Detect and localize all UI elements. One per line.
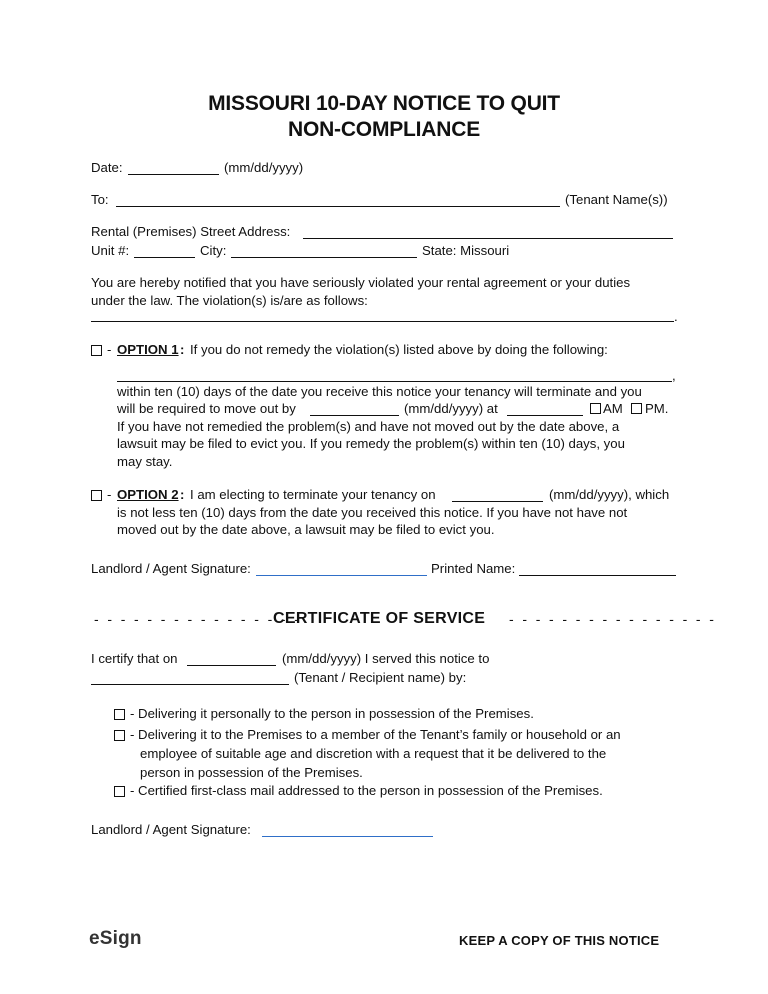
document-title-line2: NON-COMPLIANCE: [287, 118, 481, 141]
city-label: City:: [200, 243, 227, 258]
certificate-dashes-right: - - - - - - - - - - - - - - - -: [509, 611, 717, 627]
date-field[interactable]: [128, 174, 219, 175]
street-address-label: Rental (Premises) Street Address:: [91, 224, 291, 239]
option2-text-b: (mm/dd/yyyy), which: [549, 487, 670, 502]
violation-end-punct: .: [674, 309, 678, 324]
option1-time-field[interactable]: [507, 415, 583, 416]
delivery-mail-text: - Certified first-class mail addressed to the person in possession of the Premises.: [130, 783, 603, 798]
option2-terminate-date-field[interactable]: [452, 501, 543, 502]
option2-dash: -: [107, 487, 112, 502]
option1-text: If you do not remedy the violation(s) listed above by doing the following:: [190, 342, 608, 357]
printed-name-field[interactable]: [519, 575, 676, 576]
tenant-name-suffix: (Tenant Name(s)): [565, 192, 668, 207]
option1-paragraph-line2b: (mm/dd/yyyy) at: [404, 401, 498, 416]
tenant-name-field[interactable]: [116, 206, 560, 207]
violation-text-line2: under the law. The violation(s) is/are as follows:: [91, 293, 368, 308]
printed-name-label: Printed Name:: [431, 561, 516, 576]
violation-text-line1: You are hereby notified that you have seriously violated your rental agreement or your duties: [91, 275, 631, 290]
to-label: To:: [91, 192, 109, 207]
option1-paragraph-line3: If you have not remedied the problem(s) and have not moved out by the date above, a: [117, 419, 620, 434]
certify-text-b: (mm/dd/yyyy) I served this notice to: [282, 651, 490, 666]
landlord-signature-label: Landlord / Agent Signature:: [91, 561, 251, 576]
delivery-personal-text: - Delivering it personally to the person in possession of the Premises.: [130, 706, 534, 721]
delivery-premises-text-line1: - Delivering it to the Premises to a member of the Tenant’s family or household or an: [130, 727, 621, 742]
delivery-mail-checkbox[interactable]: [114, 786, 125, 797]
landlord-signature-field[interactable]: [256, 575, 427, 576]
option1-remedy-field[interactable]: [117, 381, 672, 382]
recipient-name-field[interactable]: [91, 684, 289, 685]
option2-label: OPTION 2: [117, 487, 179, 502]
delivery-premises-text-line3: person in possession of the Premises.: [140, 765, 363, 780]
option1-dash: -: [107, 342, 112, 357]
certificate-heading: CERTIFICATE OF SERVICE: [273, 610, 486, 627]
option2-text-a: I am electing to terminate your tenancy on: [190, 487, 436, 502]
option1-paragraph-line5: may stay.: [117, 454, 173, 469]
certificate-dashes-left: - - - - - - - - - - - - - - - -: [94, 611, 302, 627]
recipient-label: (Tenant / Recipient name) by:: [294, 670, 467, 685]
certify-text-a: I certify that on: [91, 651, 178, 666]
delivery-premises-checkbox[interactable]: [114, 730, 125, 741]
option2-paragraph-line3: moved out by the date above, a lawsuit may be filed to evict you.: [117, 522, 495, 537]
am-label: AM: [603, 401, 623, 416]
option2-checkbox[interactable]: [91, 490, 102, 501]
option2-paragraph-line2: is not less ten (10) days from the date you received this notice. If you have not have not: [117, 505, 628, 520]
date-label: Date:: [91, 160, 123, 175]
unit-field[interactable]: [134, 257, 195, 258]
date-format: (mm/dd/yyyy): [224, 160, 304, 175]
option1-moveout-date-field[interactable]: [310, 415, 399, 416]
state-text: State: Missouri: [422, 243, 510, 258]
esign-logo: eSign: [89, 928, 142, 949]
delivery-premises-text-line2: employee of suitable age and discretion with a request that it be delivered to the: [140, 746, 607, 761]
pm-checkbox[interactable]: [631, 403, 642, 414]
option1-paragraph-line2a: will be required to move out by: [117, 401, 296, 416]
certify-date-field[interactable]: [187, 665, 276, 666]
option1-comma: ,: [672, 368, 676, 383]
option1-label: OPTION 1: [117, 342, 179, 357]
street-address-field[interactable]: [303, 238, 673, 239]
option1-colon: :: [180, 342, 185, 357]
violation-field[interactable]: [91, 321, 674, 322]
city-field[interactable]: [231, 257, 417, 258]
unit-label: Unit #:: [91, 243, 130, 258]
pm-label: PM.: [645, 401, 669, 416]
delivery-personal-checkbox[interactable]: [114, 709, 125, 720]
certificate-signature-label: Landlord / Agent Signature:: [91, 822, 251, 837]
am-checkbox[interactable]: [590, 403, 601, 414]
certificate-signature-field[interactable]: [262, 836, 433, 837]
option1-paragraph-line4: lawsuit may be filed to evict you. If you remedy the problem(s) within ten (10) days, you: [117, 436, 625, 451]
document-title-line1: MISSOURI 10-DAY NOTICE TO QUIT: [208, 92, 560, 115]
option1-checkbox[interactable]: [91, 345, 102, 356]
option1-paragraph-line1: within ten (10) days of the date you receive this notice your tenancy will terminate and you: [117, 384, 642, 399]
option2-colon: :: [180, 487, 185, 502]
keep-copy-notice: KEEP A COPY OF THIS NOTICE: [459, 933, 660, 948]
